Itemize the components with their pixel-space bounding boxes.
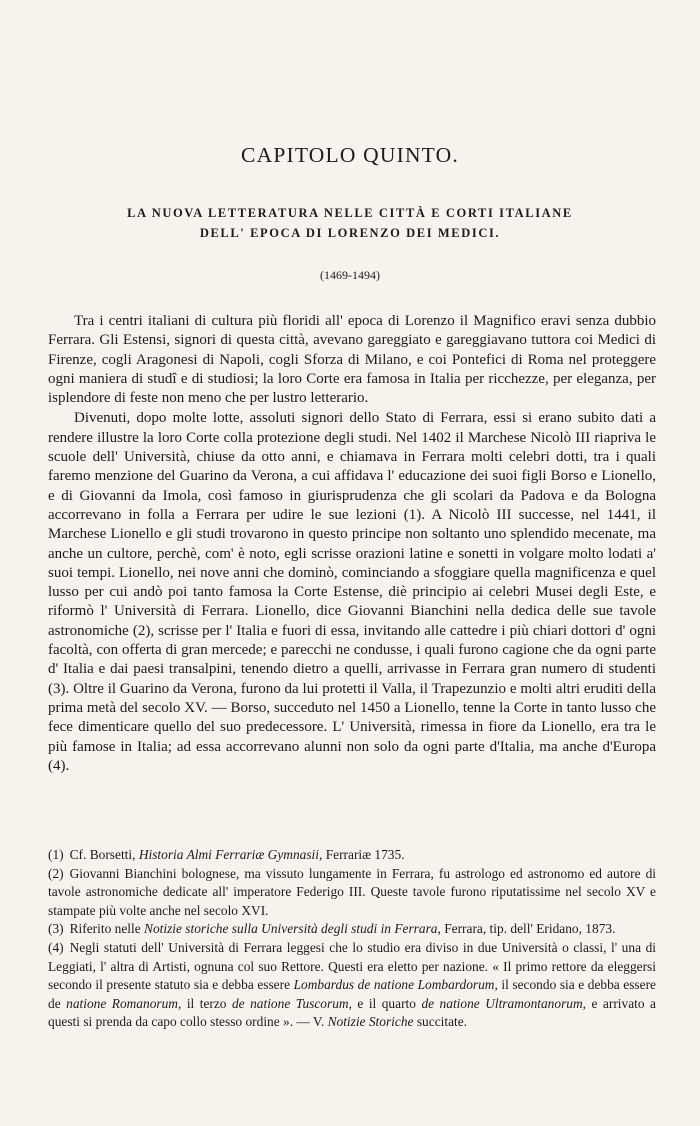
footnote-number: (4) — [48, 939, 64, 955]
footnote-title: Historia Almi Ferrariæ Gymnasii, — [138, 847, 323, 862]
footnote-title: Notizie Storiche — [327, 1014, 414, 1030]
chapter-heading: CAPITOLO QUINTO. — [241, 143, 459, 167]
paragraph-2: Divenuti, dopo molte lotte, assoluti signori dello Stato di Ferrara, essi si erano subito dati a rendere illustre la loro Corte colla protezione degli studi. Nel 1402 il Marchese Nicolò III riapriva le scuole dell' Università, chiuse da otto anni, e chiamava in Ferrara molti celebri dotti, tra i quali faremo menzione del Guarino da Verona, a cui affidava l' educazione dei suoi figli Borso e Lionello, e di Giovanni da Imola, così famoso in giurisprudenza che gli scolari da Padova e da Bologna accorrevano in folla a Ferrara per udire le sue lezioni (1). A Nicolò III successe, nel 1441, il Marchese Lionello e gli studi trovarono in questo principe non soltanto uno splendido mecenate, ma anche un cultore, perchè, com' è noto, egli scrisse orazioni latine e sonetti in volgare molto lodati a' suoi tempi. Lionello, nei nove anni che dominò, cominciando a sfoggiare quella magnificenza e quel lusso per cui andò poi tanto famosa la Corte Estense, diè principio ai celebri Musei degli Este, e riformò l' Università di Ferrara. Lionello, dice Giovanni Bianchini nella dedica delle sue tavole astronomiche (2), scrisse per l' Italia e fuori di essa, invitando alle cattedre i più chiari dottori d' ogni facoltà, con offerta di gran mercede; e parecchi ne condusse, i quali furono cagione che da ogni parte d' Italia e dai paesi transalpini, tenendo dietro a quelli, arrivasse in Ferrara gran numero di studenti (3). Oltre il Guarino da Verona, furono da lui protetti il Valla, il Trapezunzio e molti altri eruditi della prima metà del secolo XV. — Borso, succeduto nel 1450 a Lionello, tenne la Corte in tanto lusso che fece dimenticare quello del suo predecessore. L' Università, rimessa in fiore da Lionello, era tra le più famose in Italia; ad essa accorrevano alunni non solo da ogni parte d'Italia, ma anche d'Europa (4). — [48, 410, 656, 774]
footnote-text: Cf. Borsetti, — [69, 847, 136, 862]
paragraph-1: Tra i centri italiani di cultura più floridi all' epoca di Lorenzo il Magnifico eravi senza dubbio Ferrara. Gli Estensi, signori di questa città, avevano gareggiato e gareggiavano tuttora coi Medici di Firenze, cogli Aragonesi di Napoli, cogli Sforza di Milano, e coi Pontefici di Roma nel proteggere ogni maniera di studî e di studiosi; la loro Corte era famosa in Italia per ricchezze, per eleganza, per isplendore di feste non meno che per lustro letterario. — [48, 313, 656, 407]
footnote-text: e arrivato a questi si prenda da capo collo stesso ordine ». — V. — [48, 995, 656, 1030]
footnotes — [48, 846, 656, 1032]
footnote-text: e il quarto — [357, 995, 416, 1011]
date-range: (1469-1494) — [320, 268, 380, 282]
chapter-title-line-1: LA NUOVA LETTERATURA NELLE CITTÀ E CORTI ITALIANE — [127, 206, 573, 220]
footnote-title: Notizie storiche sulla Università degli studi in Ferrara, — [144, 921, 441, 937]
footnote-number: (1) — [48, 847, 64, 862]
body-text — [48, 312, 656, 776]
footnote-text: Ferrara, tip. dell' Eridano, 1873. — [444, 921, 616, 937]
footnote-text: il secondo sia e debba essere de — [48, 977, 656, 1011]
footnote-latin: de natione Ultramontanorum, — [421, 995, 587, 1011]
footnote-4 — [48, 939, 656, 1032]
chapter-title-line-2: DELL' EPOCA DI LORENZO DEI MEDICI. — [199, 226, 501, 240]
footnote-text: Riferito nelle — [69, 921, 141, 937]
footnote-text: Negli statuti dell' Università di Ferrara leggesi che lo studio era diviso in due Università o classi, l' una di Leggiati, l' altra di Artisti, ognuna col suo Rettore. Questi era eletto per nazione. « Il primo rettore da eleggersi secondo il presente statuto sia e debba essere — [48, 939, 656, 993]
footnote-latin: Lombardus de natione Lombardorum, — [293, 977, 498, 993]
footnote-latin: natione Romanorum, — [66, 995, 182, 1011]
footnote-2 — [48, 865, 656, 921]
footnote-latin: de natione Tuscorum, — [231, 995, 352, 1011]
footnote-number: (3) — [48, 921, 64, 937]
footnote-text: succitate. — [416, 1014, 468, 1030]
footnote-text: Ferrariæ 1735. — [325, 847, 405, 862]
footnote-3 — [48, 920, 656, 939]
footnote-1 — [48, 846, 656, 865]
footnote-text: Giovanni Bianchini bolognese, ma vissuto lungamente in Ferrara, fu astrologo ed astronomo ed autore di tavole astronomiche dedicate all' imperatore Federigo III. Queste tavole furono riputatissime nel secolo XV e stampate più volte anche nel secolo XVI. — [48, 865, 656, 918]
footnote-text: il terzo — [186, 995, 227, 1011]
footnote-number: (2) — [48, 865, 64, 881]
